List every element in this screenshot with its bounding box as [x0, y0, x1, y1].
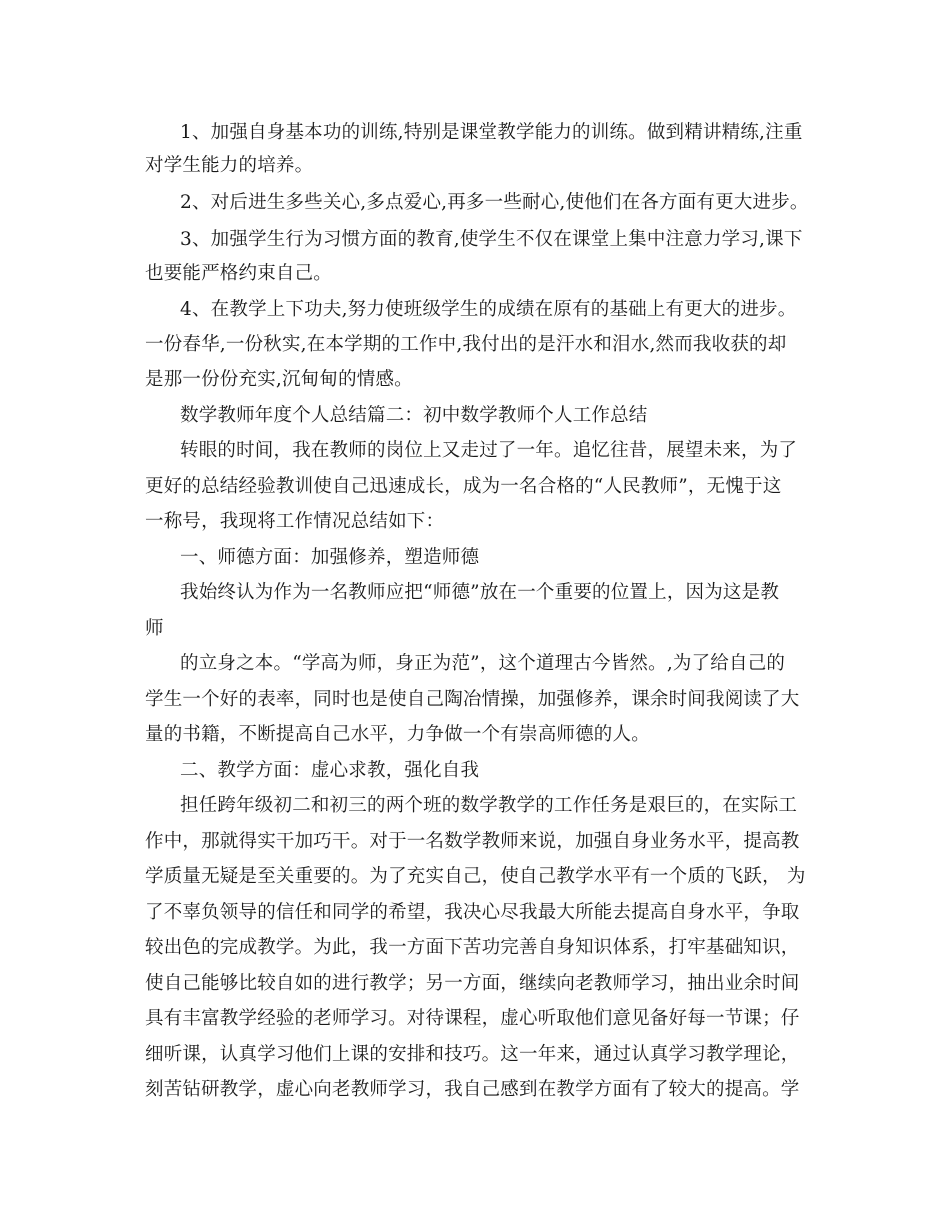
- paragraph-line: 学生一个好的表率，同时也是使自己陶冶情操，加强修养，课余时间我阅读了大: [145, 689, 800, 710]
- paragraph-line: 2、对后进生多些关心,多点爱心,再多一些耐心,使他们在各方面有更大进步。: [180, 192, 809, 213]
- paragraph-line: 作中，那就得实干加巧干。对于一名数学教师来说，加强自身业务水平，提高教: [145, 831, 800, 852]
- paragraph-line: 是那一份份充实,沉甸甸的情感。: [145, 369, 413, 390]
- paragraph-line: 学质量无疑是至关重要的。为了充实自己，使自己教学水平有一个质的飞跃， 为: [145, 866, 806, 887]
- paragraph-line: 更好的总结经验教训使自己迅速成长，成为一名合格的“人民教师”，无愧于这: [145, 476, 782, 497]
- paragraph-line: 转眼的时间，我在教师的岗位上又走过了一年。追忆往昔，展望未来，为了: [180, 440, 798, 461]
- paragraph-line: 师: [145, 618, 164, 639]
- paragraph-line: 具有丰富教学经验的老师学习。对待课程，虚心听取他们意见备好每一节课；仔: [145, 1008, 800, 1029]
- section-title: 数学教师年度个人总结篇二：初中数学教师个人工作总结: [180, 405, 648, 426]
- section-heading: 二、教学方面：虚心求教，强化自我: [180, 760, 480, 781]
- paragraph-line: 一称号，我现将工作情况总结如下：: [145, 511, 445, 532]
- paragraph-line: 使自己能够比较自如的进行教学；另一方面，继续向老教师学习，抽出业余时间: [145, 973, 800, 994]
- paragraph-line: 我始终认为作为一名教师应把“师德”放在一个重要的位置上，因为这是教: [180, 582, 780, 603]
- paragraph-line: 的立身之本。“学高为师，身正为范”，这个道理古今皆然。,为了给自己的: [180, 653, 786, 674]
- paragraph-line: 细听课，认真学习他们上课的安排和技巧。这一年来，通过认真学习教学理论，: [145, 1044, 800, 1065]
- paragraph-line: 较出色的完成教学。为此，我一方面下苦功完善自身知识体系，打牢基础知识，: [145, 937, 800, 958]
- paragraph-line: 对学生能力的培养。: [145, 155, 314, 176]
- paragraph-line: 1、加强自身基本功的训练,特别是课堂教学能力的训练。做到精讲精练,注重: [180, 122, 803, 143]
- paragraph-line: 4、在教学上下功夫,努力使班级学生的成绩在原有的基础上有更大的进步。: [180, 299, 797, 320]
- paragraph-line: 量的书籍，不断提高自己水平，力争做一个有崇高师德的人。: [145, 724, 650, 745]
- paragraph-line: 刻苦钻研教学，虚心向老教师学习，我自己感到在教学方面有了较大的提高。学: [145, 1079, 800, 1100]
- paragraph-line: 了不辜负领导的信任和同学的希望，我决心尽我最大所能去提高自身水平，争取: [145, 902, 800, 923]
- paragraph-line: 担任跨年级初二和初三的两个班的数学教学的工作任务是艰巨的，在实际工: [180, 795, 798, 816]
- section-heading: 一、师德方面：加强修养，塑造师德: [180, 547, 480, 568]
- paragraph-line: 一份春华,一份秋实,在本学期的工作中,我付出的是汗水和泪水,然而我收获的却: [145, 334, 787, 355]
- paragraph-line: 3、加强学生行为习惯方面的教育,使学生不仅在课堂上集中注意力学习,课下: [180, 229, 803, 250]
- paragraph-line: 也要能严格约束自己。: [145, 263, 333, 284]
